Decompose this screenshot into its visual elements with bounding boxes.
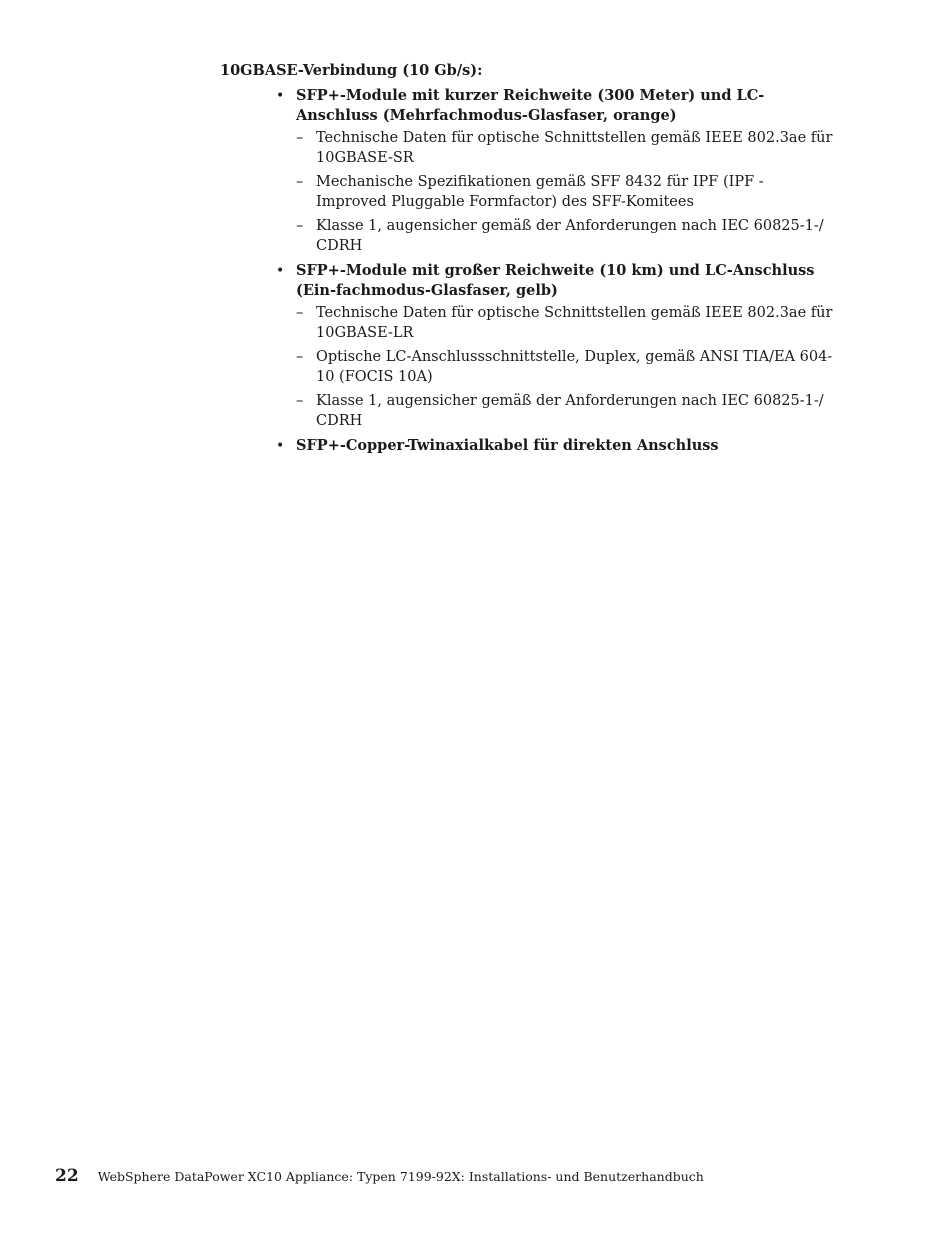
dash-marker: –	[296, 393, 304, 409]
bullet-item	[276, 436, 836, 456]
dash-item	[296, 173, 836, 212]
bullet-marker: •	[276, 263, 285, 279]
dash-marker: –	[296, 174, 304, 190]
dash-text: Klasse 1, augensicher gemäß der Anforderungen nach IEC 60825-1-/ CDRH	[316, 393, 824, 429]
dash-text: Optische LC-Anschlussschnittstelle, Duplex, gemäß ANSI TIA/EA 604-10 (FOCIS 10A)	[316, 349, 833, 385]
bullet-item	[276, 261, 836, 431]
bullet-text: SFP+-Copper-Twinaxialkabel für direkten Anschluss	[296, 437, 719, 454]
dash-item	[296, 392, 836, 431]
bullet-text: SFP+-Module mit großer Reichweite (10 km) und LC-Anschluss (Ein-fachmodus-Glasfaser, gelb)	[296, 262, 815, 299]
bullet-marker: •	[276, 88, 285, 104]
footer-title: WebSphere DataPower XC10 Appliance: Typen 7199-92X: Installations- und Benutzerhandbuch	[97, 1169, 704, 1184]
dash-list	[296, 129, 836, 256]
dash-text: Technische Daten für optische Schnittstellen gemäß IEEE 802.3ae für 10GBASE-LR	[316, 305, 833, 341]
dash-list	[296, 304, 836, 431]
dash-marker: –	[296, 349, 304, 365]
dash-item	[296, 217, 836, 256]
bullet-list	[276, 86, 836, 460]
bullet-text: SFP+-Module mit kurzer Reichweite (300 Meter) und LC-Anschluss (Mehrfachmodus-Glasfaser, orange)	[296, 87, 765, 124]
dash-text: Technische Daten für optische Schnittstellen gemäß IEEE 802.3ae für 10GBASE-SR	[316, 130, 833, 166]
section-heading: 10GBASE-Verbindung (10 Gb/s):	[220, 62, 483, 79]
page-footer	[55, 1166, 704, 1186]
dash-item	[296, 129, 836, 168]
dash-item	[296, 304, 836, 343]
dash-text: Klasse 1, augensicher gemäß der Anforderungen nach IEC 60825-1-/ CDRH	[316, 218, 824, 254]
bullet-marker: •	[276, 438, 285, 454]
dash-text: Mechanische Spezifikationen gemäß SFF 8432 für IPF (IPF - Improved Pluggable Formfactor) des SFF-Komitees	[316, 174, 764, 210]
dash-marker: –	[296, 218, 304, 234]
bullet-item	[276, 86, 836, 256]
page-number: 22	[55, 1166, 79, 1186]
dash-item	[296, 348, 836, 387]
dash-marker: –	[296, 130, 304, 146]
dash-marker: –	[296, 305, 304, 321]
